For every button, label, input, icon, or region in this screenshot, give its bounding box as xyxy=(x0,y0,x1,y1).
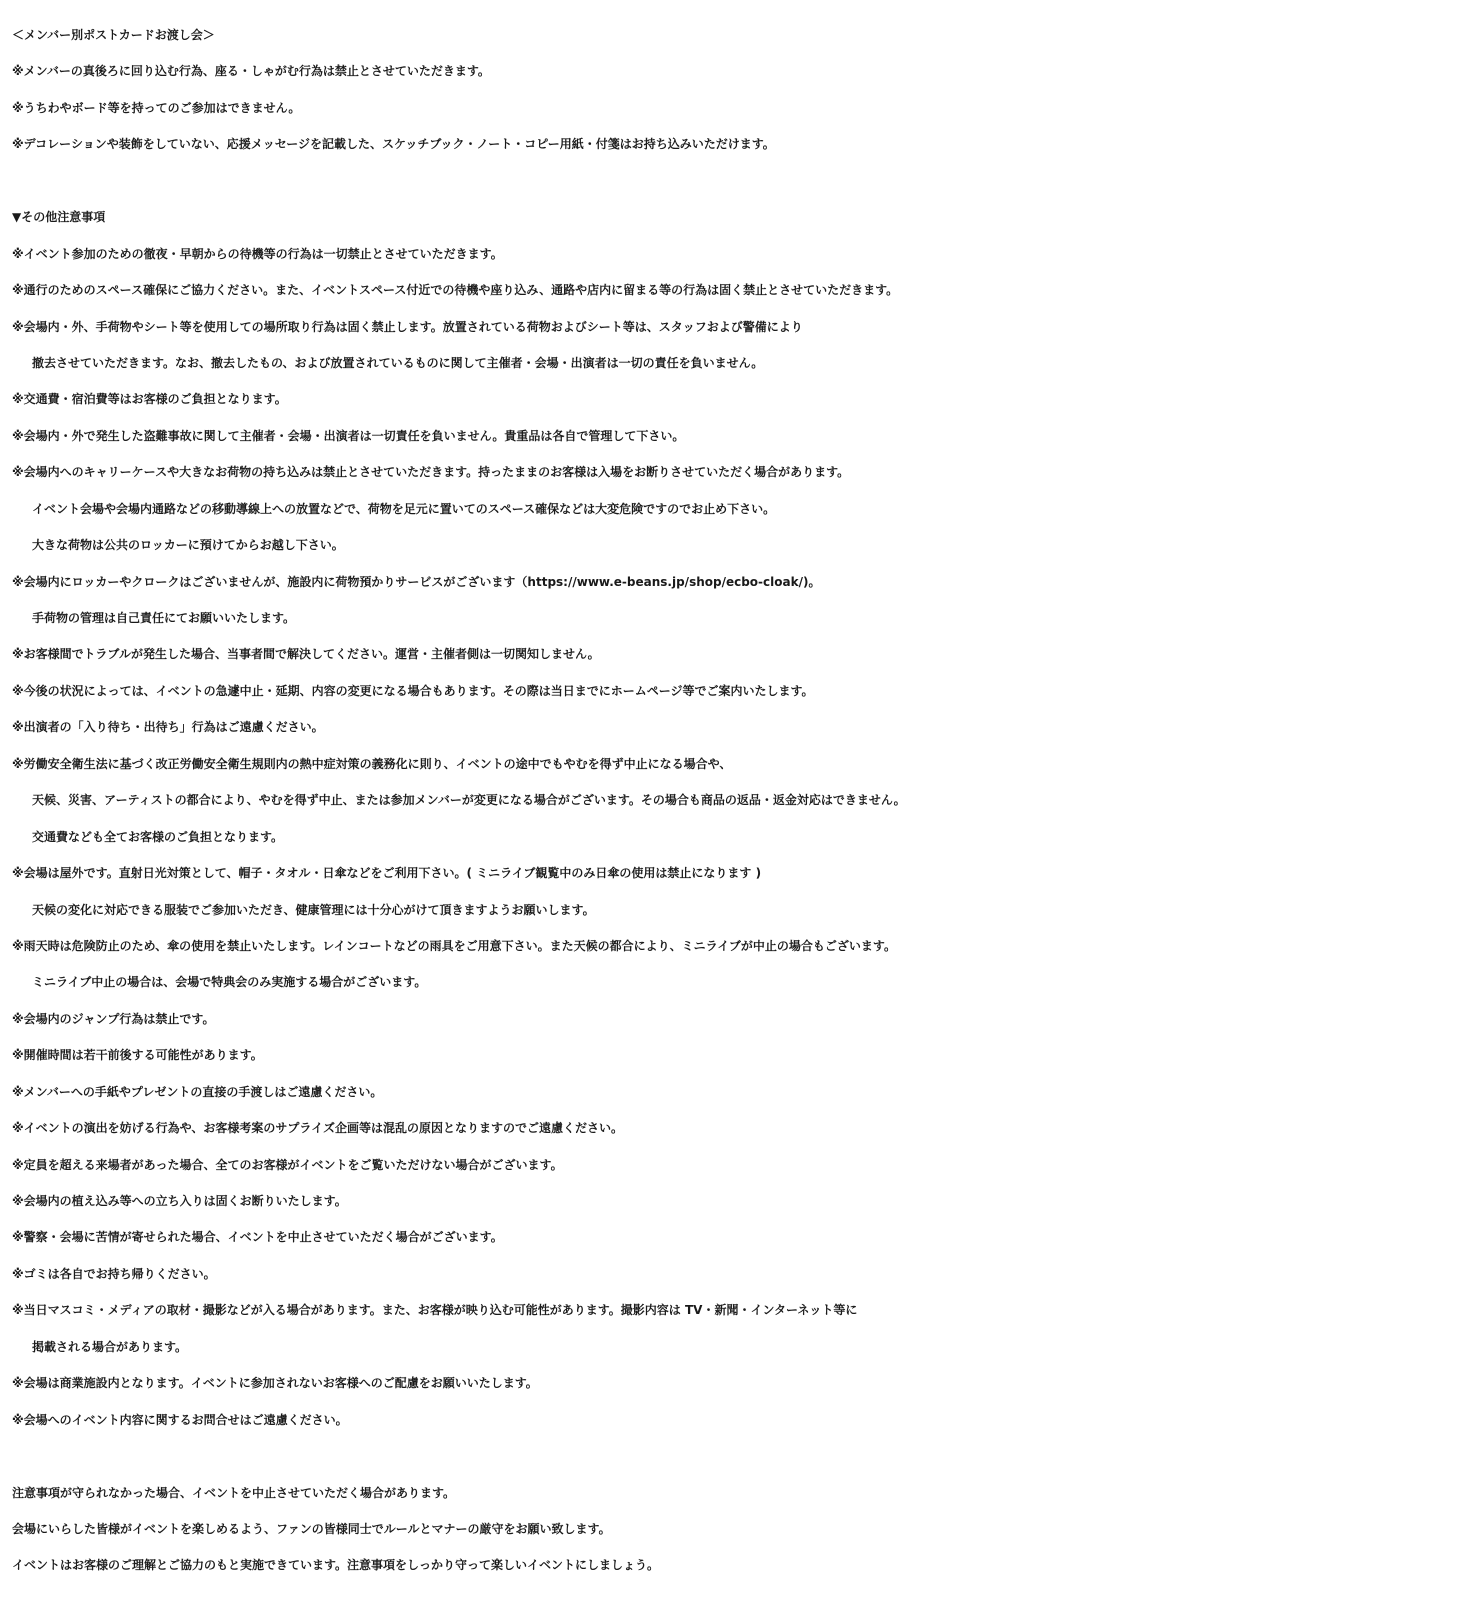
text-line: ※開催時間は若干前後する可能性があります。 xyxy=(12,1048,263,1063)
text-line: ※出演者の「入り待ち・出待ち」行為はご遠慮ください。 xyxy=(12,720,324,735)
text-line: 大きな荷物は公共のロッカーに預けてからお越し下さい。 xyxy=(32,538,344,553)
text-line: イベントはお客様のご理解とご協力のもと実施できています。注意事項をしっかり守って楽しいイベントにしましょう。 xyxy=(12,1558,660,1573)
text-line: イベント会場や会場内通路などの移動導線上への放置などで、荷物を足元に置いてのスペース確保などは大変危険ですのでお止め下さい。 xyxy=(32,501,776,516)
text-line: ※お客様間でトラブルが発生した場合、当事者間で解決してください。運営・主催者側は一切関知しません。 xyxy=(12,647,600,662)
text-line: 交通費なども全てお客様のご負担となります。 xyxy=(32,829,284,844)
text-line: ※定員を超える来場者があった場合、全てのお客様がイベントをご覧いただけない場合がございます。 xyxy=(12,1157,563,1172)
text-line: ＜メンバー別ポストカードお渡し会＞ xyxy=(12,28,215,42)
text-line: ※雨天時は危険防止のため、傘の使用を禁止いたします。レインコートなどの雨具をご用意下さい。また天候の都合により、ミニライブが中止の場合もございます。 xyxy=(12,938,896,953)
text-line: ※会場は商業施設内となります。イベントに参加されないお客様へのご配慮をお願いいたします。 xyxy=(12,1376,538,1391)
text-line: ※会場内のジャンプ行為は禁止です。 xyxy=(12,1011,215,1026)
text-line: ※会場内にロッカーやクロークはございませんが、施設内に荷物預かりサービスがございます（https://www.e-beans.jp/shop/ecbo-cloak/)。 xyxy=(12,574,821,589)
text-line: ※通行のためのスペース確保にご協力ください。また、イベントスペース付近での待機や座り込み、通路や店内に留まる等の行為は固く禁止とさせていただきます。 xyxy=(12,283,899,298)
text-line: ※会場内へのキャリーケースや大きなお荷物の持ち込みは禁止とさせていただきます。持ったままのお客様は入場をお断りさせていただく場合があります。 xyxy=(12,465,850,480)
text-line: ※会場は屋外です。直射日光対策として、帽子・タオル・日傘などをご利用下さい。( ミニライブ観覧中のみ日傘の使用は禁止になります ) xyxy=(12,866,762,881)
text-line: 天候の変化に対応できる服装でご参加いただき、健康管理には十分心がけて頂きますようお願いします。 xyxy=(32,902,595,917)
blank-line xyxy=(12,1438,1472,1474)
text-line: 手荷物の管理は自己責任にてお願いいたします。 xyxy=(32,611,296,625)
text-line: ※当日マスコミ・メディアの取材・撮影などが入る場合があります。また、お客様が映り込む可能性があります。撮影内容は TV・新聞・インターネット等に xyxy=(12,1303,858,1318)
text-line: ※イベントの演出を妨げる行為や、お客様考案のサプライズ企画等は混乱の原因となりますのでご遠慮ください。 xyxy=(12,1121,623,1136)
text-line: ※会場内・外で発生した盗難事故に関して主催者・会場・出演者は一切責任を負いません。貴重品は各自で管理して下さい。 xyxy=(12,428,685,443)
blank-line xyxy=(12,163,1472,199)
text-line: ※ゴミは各自でお持ち帰りください。 xyxy=(12,1266,216,1281)
text-line: ※今後の状況によっては、イベントの急遽中止・延期、内容の変更になる場合もあります。その際は当日までにホームページ等でご案内いたします。 xyxy=(12,683,814,698)
text-line: ※メンバーの真後ろに回り込む行為、座る・しゃがむ行為は禁止とさせていただきます。 xyxy=(12,64,490,79)
text-line: ※交通費・宿泊費等はお客様のご負担となります。 xyxy=(12,392,287,407)
text-line: 会場にいらした皆様がイベントを楽しめるよう、ファンの皆様同士でルールとマナーの厳守をお願い致します。 xyxy=(12,1521,611,1536)
text-line: ※デコレーションや装飾をしていない、応援メッセージを記載した、スケッチブック・ノート・コピー用紙・付箋はお持ち込みいただけます。 xyxy=(12,137,775,152)
text-line: 天候、災害、アーティストの都合により、やむを得ず中止、または参加メンバーが変更になる場合がございます。その場合も商品の返品・返金対応はできません。 xyxy=(32,793,906,808)
text-line: ※うちわやボード等を持ってのご参加はできません。 xyxy=(12,100,301,115)
text-line: ※メンバーへの手紙やプレゼントの直接の手渡しはご遠慮ください。 xyxy=(12,1084,383,1099)
text-line: ミニライブ中止の場合は、会場で特典会のみ実施する場合がございます。 xyxy=(32,975,427,990)
text-line: ※会場へのイベント内容に関するお問合せはご遠慮ください。 xyxy=(12,1412,348,1427)
text-line: ※労働安全衛生法に基づく改正労働安全衛生規則内の熱中症対策の義務化に則り、イベントの途中でもやむを得ず中止になる場合や、 xyxy=(12,756,732,771)
text-line: 掲載される場合があります。 xyxy=(32,1339,188,1354)
text-line: ※イベント参加のための徹夜・早朝からの待機等の行為は一切禁止とさせていただきます。 xyxy=(12,246,503,261)
text-line: ※会場内・外、手荷物やシート等を使用しての場所取り行為は固く禁止します。放置されている荷物およびシート等は、スタッフおよび警備により xyxy=(12,319,803,334)
text-line: 注意事項が守られなかった場合、イベントを中止させていただく場合があります。 xyxy=(12,1485,456,1500)
text-line: 撤去させていただきます。なお、撤去したもの、および放置されているものに関して主催者・会場・出演者は一切の責任を負いません。 xyxy=(32,355,764,370)
text-line: ※警察・会場に苦情が寄せられた場合、イベントを中止させていただく場合がございます。 xyxy=(12,1230,503,1245)
text-line: ▼その他注意事項 xyxy=(12,210,106,225)
text-line: ※会場内の植え込み等への立ち入りは固くお断りいたします。 xyxy=(12,1194,347,1208)
notice-document xyxy=(12,17,1472,1584)
